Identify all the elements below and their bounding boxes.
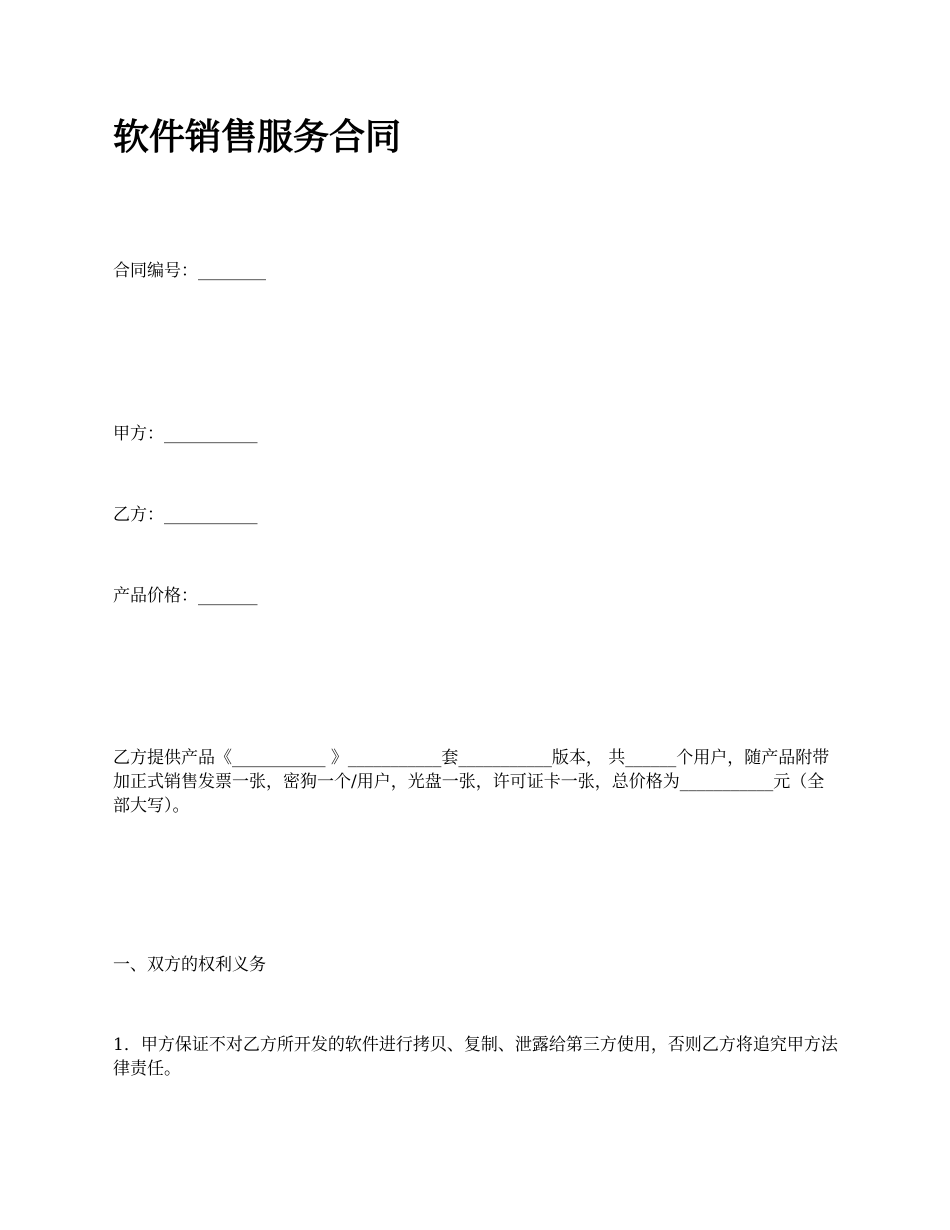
party-a-line [113,422,258,446]
contract-number-blank: ________ [198,261,266,281]
section-1-heading: 一、双方的权利义务 [113,955,266,975]
contract-title: 软件销售服务合同 [113,116,402,158]
contract-number-line [113,259,266,283]
product-price-line [113,584,258,608]
party-a-blank: ___________ [164,424,258,444]
party-b-label: 乙方： [113,505,164,525]
product-price-blank: _______ [198,586,258,606]
product-price-label: 产品价格： [113,586,198,606]
clause-1: 1．甲方保证不对乙方所开发的软件进行拷贝、复制、泄露给第三方使用，否则乙方将追究甲方法律责任。 [113,1035,838,1079]
party-b-blank: ___________ [164,505,258,525]
party-a-label: 甲方： [113,424,164,444]
party-b-line [113,503,258,527]
contract-number-label: 合同编号： [113,261,198,281]
product-paragraph: 乙方提供产品《___________ 》___________套___________版本， 共______个用户，随产品附带加正式销售发票一张，密狗一个/用户，光盘一张，许可证卡一张，总价格为___________元（全部大写）。 [113,748,830,816]
